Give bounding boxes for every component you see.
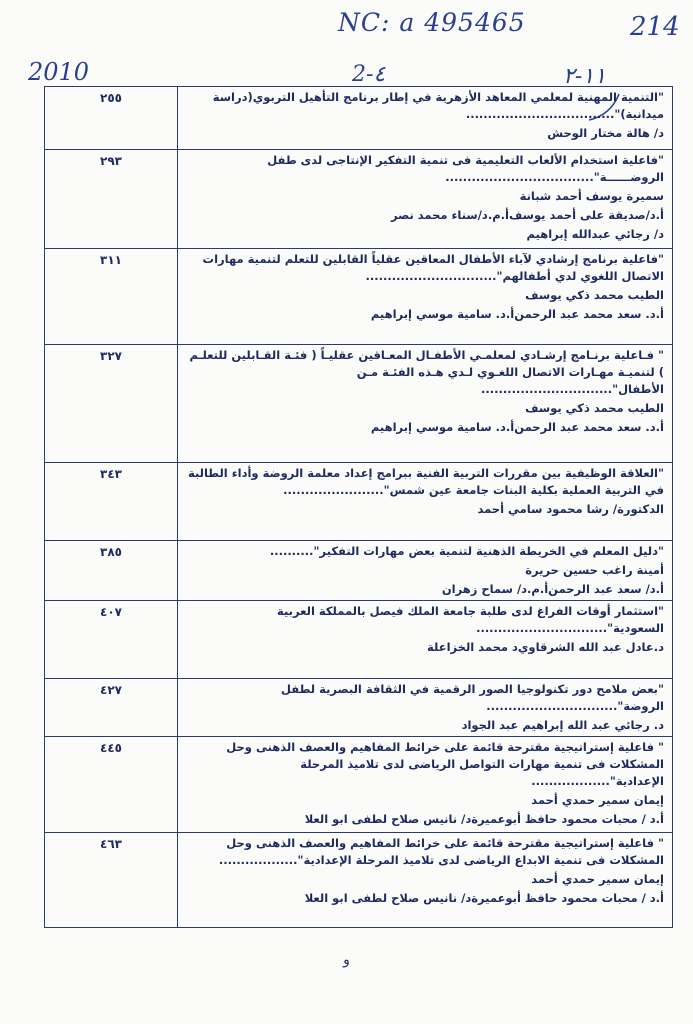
entry-page-number: ٤٤٥ [45,737,178,833]
table-of-contents [44,86,673,928]
entry-page-number: ٢٩٣ [45,150,178,249]
entry-title: "العلاقة الوظيفية بين مقررات التربية الفنية ببرامج إعداد معلمة الروضة وأداء الطالبة في التربية العملية بكلية البنات جامعة عين شمس"....................... [187,466,664,497]
entry-title: " فاعلية إستراتيجية مقترحة قائمة على خرائط المفاهيم والعصف الذهنى وحل المشكلات فى تنمية مهارات التواصل الرياضى لدى تلاميذ المرحلة الإعدادية".................. [226,740,664,788]
author-name: أ.م.د/ سماح زهران [441,582,549,596]
entry-authors-line [182,501,664,518]
entry-authors-line [182,811,664,828]
author-name: سميرة يوسف أحمد شبانة [519,189,664,203]
author-name: إيمان سمير حمدي أحمد [531,872,664,886]
author-name: أ.د. سامية موسي إبراهيم [370,420,515,434]
handwritten-nc-number: NC: a 495465 [338,8,526,37]
table-row [45,249,673,345]
entry-authors-line [182,890,664,907]
entry-title: "بعض ملامح دور تكنولوجيا الصور الرقمية في الثقافة البصرية لطفل الروضة".............................. [281,682,664,713]
table-row [45,345,673,463]
entry-authors-line [182,581,664,598]
author-name: د/ هالة مختار الوحش [547,126,664,140]
handwritten-page-total: 214 [630,12,680,42]
table-row [45,679,673,737]
author-name: د/ رجائي عبدالله إبراهيم [526,227,664,241]
entry-page-number: ٤٠٧ [45,601,178,679]
entry-page-number: ٣٤٣ [45,463,178,541]
entry-title: "استثمار أوقات الفراغ لدى طلبة جامعة الملك فيصل بالمملكة العربية السعودية".............................. [277,604,664,635]
table-row [45,601,673,679]
entry-page-number: ٣٢٧ [45,345,178,463]
handwritten-year: 2010 [28,58,90,86]
entry-title: "فاعلية برنامج إرشادي لآباء الأطفال المعاقين عقلياً القابلين للتعلم لتنمية مهارات الاتصال اللغوي لدي أطفالهم".............................. [202,252,664,283]
entry-content [178,601,673,679]
entry-title: "التنمية المهنية لمعلمي المعاهد الأزهرية في إطار برنامج التأهيل التربوي(دراسة ميدانية)".................................. [212,90,664,121]
table-row [45,87,673,150]
entry-content [178,541,673,601]
author-name: أ.د/ سعد عبد الرحمن [548,582,664,596]
entry-authors-line [182,306,664,323]
entry-authors-line [182,419,664,436]
author-name: د محمد الخزاعلة [427,640,518,654]
entry-title: " فاعلية إستراتيجية مقترحة قائمة على خرائط المفاهيم والعصف الذهنى وحل المشكلات فى تنمية الابداع الرياضى لدى تلاميذ المرحلة الإعدادية".................. [218,836,664,867]
author-name: إيمان سمير حمدي أحمد [531,793,664,807]
entry-authors-line [182,226,664,243]
entry-authors-line [182,400,664,417]
author-name: أ.د. سعد محمد عبد الرحمن [514,420,664,434]
author-name: د/ نانيس صلاح لطفى ابو العلا [304,891,472,905]
entry-title: "دليل المعلم في الخريطة الذهنية لتنمية بعض مهارات التفكير".......... [269,544,664,558]
author-name: أ.م.د/سناء محمد نصر [390,208,509,222]
entry-authors-line [182,792,664,809]
entry-authors-line [182,188,664,205]
table-row [45,150,673,249]
author-name: د.عادل عبد الله الشرقاوي [517,640,664,654]
table-row [45,833,673,928]
entry-authors-line [182,639,664,656]
entry-content [178,737,673,833]
table-row [45,737,673,833]
entry-authors-line [182,287,664,304]
entry-authors-line [182,717,664,734]
author-name: أ.د/صديقة على أحمد يوسف [508,208,664,222]
entry-page-number: ٤٦٣ [45,833,178,928]
entry-content [178,87,673,150]
author-name: أ.د. سامية موسي إبراهيم [370,307,515,321]
page-footer-number: و [343,952,350,968]
author-name: الطيب محمد ذكي يوسف [525,401,664,415]
entry-authors-line [182,562,664,579]
author-name: د. رجائي عبد الله إبراهيم عبد الجواد [461,718,664,732]
entry-content [178,679,673,737]
author-name: د/ نانيس صلاح لطفى ابو العلا [304,812,472,826]
entry-title: " فـاعلية برنـامج إرشـادي لمعلمـي الأطفـال المعـاقين عقليـاً ( فئـة القـابلين للتعلـم ) لتنميـة مهـارات الاتصال اللغـوي لـدي هـذه الفئـة مـن الأطفال".............................. [189,348,664,396]
author-name: أمينة راغب حسين حريرة [525,563,664,577]
entry-page-number: ٤٢٧ [45,679,178,737]
entry-content [178,249,673,345]
entry-page-number: ٣١١ [45,249,178,345]
table-row [45,541,673,601]
author-name: أ.د / محبات محمود حافظ أبوعميرة [471,812,664,826]
author-name: أ.د / محبات محمود حافظ أبوعميرة [471,891,664,905]
entry-title: "فاعلية استخدام الألعاب التعليمية فى تنمية التفكير الإنتاجى لدى طفل الروضــــــة".................................. [267,153,664,184]
entry-content [178,463,673,541]
author-name: الدكتورة/ رشا محمود سامي أحمد [477,502,664,516]
entry-authors-line [182,125,664,142]
entry-content [178,833,673,928]
table-row [45,463,673,541]
author-name: الطيب محمد ذكي يوسف [525,288,664,302]
entry-page-number: ٢٥٥ [45,87,178,150]
author-name: أ.د. سعد محمد عبد الرحمن [514,307,664,321]
entry-authors-line [182,871,664,888]
handwritten-issue: ١١-٢ [563,64,606,89]
entry-content [178,150,673,249]
handwritten-volume: 2-٤ [352,62,386,87]
entry-authors-line [182,207,664,224]
entry-page-number: ٣٨٥ [45,541,178,601]
entry-content [178,345,673,463]
